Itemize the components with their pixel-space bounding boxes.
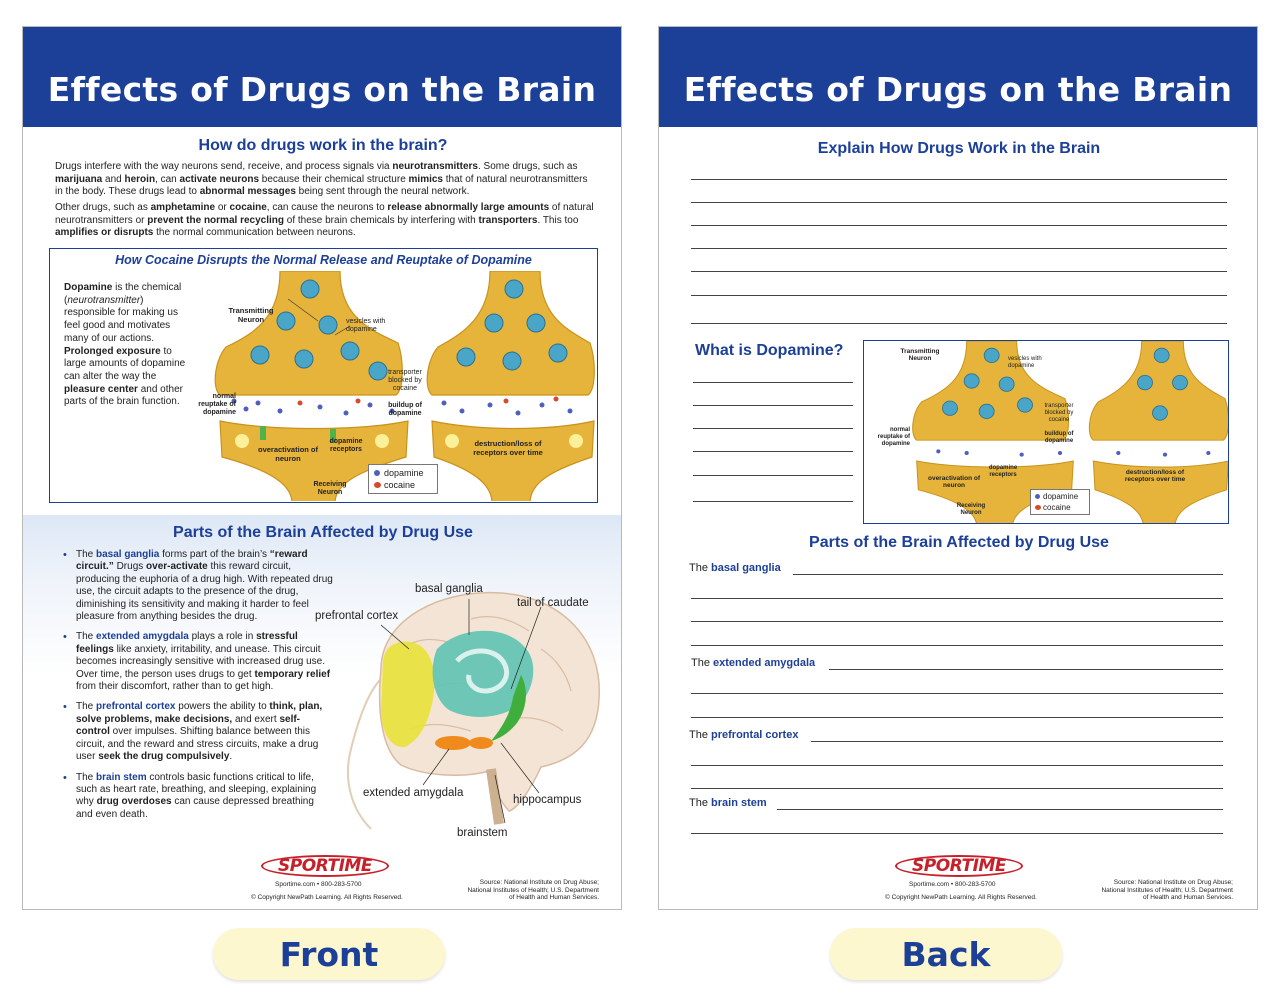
label-vesicles: vesicles with dopamine <box>346 318 386 333</box>
back-label-destruction: destruction/loss of receptors over time <box>1124 469 1186 483</box>
section-heading-parts: Parts of the Brain Affected by Drug Use <box>173 524 473 541</box>
label-extended-amygdala: extended amygdala <box>363 787 464 799</box>
dopamine-heading: What is Dopamine? <box>695 342 844 359</box>
logo-text: SPORTIME <box>278 856 372 876</box>
footer-contact: Sportime.com • 800-283-5700 <box>275 881 362 888</box>
legend-cocaine: cocaine <box>384 480 416 490</box>
back-label: Back <box>901 934 991 974</box>
bullet-basal-ganglia: • The basal ganglia forms part of the brain’s “reward circuit.” Drugs over-activate this reward circuit, producing the euphoria of a drug high. With repeated drug use, the circuit adapts to the presence of the drug, diminishing its sensitivity and making it harder to feel pleasure from anything besides the drug. <box>63 549 333 623</box>
dopamine-description: Dopamine is the chemical (neurotransmitter) responsible for making us feel good and motivates many of our actions. Prolonged exposure to large amounts of dopamine can alter the way the pleasure center and other parts of the brain function. <box>64 282 186 408</box>
dopamine-line[interactable] <box>693 475 853 476</box>
footer-copyright-back: © Copyright NewPath Learning. All Rights Reserved. <box>885 894 1037 901</box>
footer-source: Source: National Institute on Drug Abuse; National Institutes of Health; U.S. Department of Health and Human Services. <box>467 879 599 901</box>
back-label-transmitting: Transmitting Neuron <box>900 348 940 362</box>
diagram-legend <box>368 464 438 494</box>
page-title-back: Effects of Drugs on the Brain <box>683 70 1233 109</box>
section-heading-how: How do drugs work in the brain? <box>198 137 448 154</box>
item-basal-ganglia: The basal ganglia <box>689 562 781 574</box>
answer-line[interactable] <box>811 741 1223 742</box>
page-title: Effects of Drugs on the Brain <box>47 70 597 109</box>
intro-paragraph-1: Drugs interfere with the way neurons send, receive, and process signals via neurotransmitters. Some drugs, such as marijuana and heroin, can activate neurons because their chemical structure mimics that of natural neurotransmitters in the body. These drugs lead to abnormal messages being sent through the neural network. <box>55 161 588 198</box>
back-label-receptors: dopamine receptors <box>988 465 1018 478</box>
title-banner <box>23 27 621 127</box>
item-extended-amygdala: The extended amygdala <box>691 657 816 669</box>
explain-heading: Explain How Drugs Work in the Brain <box>817 140 1101 157</box>
dopamine-line[interactable] <box>693 428 853 429</box>
back-sheet <box>658 26 1258 910</box>
legend-dopamine: dopamine <box>384 468 424 478</box>
dopamine-line[interactable] <box>693 405 853 406</box>
dopamine-line[interactable] <box>693 451 853 452</box>
answer-line[interactable] <box>691 598 1223 599</box>
answer-line[interactable] <box>691 621 1223 622</box>
label-receiving-neuron: Receiving Neuron <box>313 481 347 496</box>
answer-line[interactable] <box>691 833 1223 834</box>
bullet-extended-amygdala: • The extended amygdala plays a role in stressful feelings like anxiety, irritability, and unease. This circuit becomes increasingly sensitive with increased drug use. Over time, the person uses drugs to get temporary relief from their discomfort, rather than to get high. <box>63 631 333 693</box>
label-reuptake: normal reuptake of dopamine <box>198 393 236 416</box>
sportime-logo-back <box>895 855 1025 877</box>
label-basal-ganglia: basal ganglia <box>415 583 483 595</box>
answer-line[interactable] <box>691 323 1227 324</box>
label-tail-of-caudate: tail of caudate <box>517 597 589 609</box>
cocaine-diagram-box <box>49 248 598 503</box>
back-label-overactivation: overactivation of neuron <box>927 475 980 489</box>
answer-line[interactable] <box>793 574 1223 575</box>
answer-line[interactable] <box>691 179 1227 180</box>
bullet-brain-stem: • The brain stem controls basic functions critical to life, such as heart rate, breathing, and sleeping, explaining why drug overdoses can cause depressed breathing and even death. <box>63 772 333 822</box>
answer-line[interactable] <box>691 788 1223 789</box>
label-destruction: destruction/loss of receptors over time <box>473 439 543 457</box>
logo-text-back: SPORTIME <box>912 856 1006 876</box>
label-buildup: buildup of dopamine <box>388 402 422 417</box>
back-label-buildup: buildup of dopamine <box>1044 431 1074 444</box>
answer-line[interactable] <box>777 809 1223 810</box>
back-label-vesicles: vesicles with dopamine <box>1008 356 1042 369</box>
back-label-pill[interactable] <box>830 928 1062 980</box>
dopamine-line[interactable] <box>693 501 853 502</box>
back-synapse-diagram <box>863 340 1229 524</box>
item-prefrontal-cortex: The prefrontal cortex <box>689 729 799 741</box>
footer-copyright: © Copyright NewPath Learning. All Rights Reserved. <box>251 894 403 901</box>
label-transporter: transporter blocked by cocaine <box>388 369 422 392</box>
label-overactivation: overactivation of neuron <box>258 445 319 463</box>
footer-source-back: Source: National Institute on Drug Abuse; National Institutes of Health; U.S. Department of Health and Human Services. <box>1101 879 1233 901</box>
label-prefrontal-cortex: prefrontal cortex <box>315 610 399 622</box>
back-diagram-legend: dopamine cocaine <box>1030 489 1090 515</box>
front-label-pill[interactable] <box>213 928 445 980</box>
label-brainstem: brainstem <box>457 827 508 839</box>
label-transmitting-neuron: Transmitting Neuron <box>228 306 274 324</box>
answer-line[interactable] <box>691 202 1227 203</box>
diagram-title: How Cocaine Disrupts the Normal Release and Reuptake of Dopamine <box>115 253 532 267</box>
back-label-receiving: Receiving Neuron <box>956 503 986 516</box>
answer-line[interactable] <box>691 248 1227 249</box>
answer-line[interactable] <box>691 645 1223 646</box>
footer-contact-back: Sportime.com • 800-283-5700 <box>909 881 996 888</box>
label-receptors: dopamine receptors <box>329 438 363 453</box>
sportime-logo <box>261 855 391 877</box>
answer-line[interactable] <box>691 717 1223 718</box>
answer-line[interactable] <box>691 693 1223 694</box>
answer-line[interactable] <box>691 765 1223 766</box>
answer-line[interactable] <box>829 669 1223 670</box>
brain-parts-list <box>63 549 333 829</box>
label-hippocampus: hippocampus <box>513 794 582 806</box>
dopamine-line[interactable] <box>693 382 853 383</box>
title-banner-back <box>659 27 1257 127</box>
answer-line[interactable] <box>691 295 1227 296</box>
back-label-reuptake: normal reuptake of dopamine <box>877 427 910 447</box>
parts-heading-back: Parts of the Brain Affected by Drug Use <box>809 534 1109 551</box>
back-label-transporter: transporter blocked by cocaine <box>1044 403 1074 423</box>
synapse-2 <box>427 271 594 501</box>
intro-paragraph-2: Other drugs, such as amphetamine or cocaine, can cause the neurons to release abnormally large amounts of natural neurotransmitters or prevent the normal recycling of these brain chemicals by interfering with transporters. This too amplifies or disrupts the normal communication between neurons. <box>55 202 594 239</box>
bullet-prefrontal-cortex: • The prefrontal cortex powers the ability to think, plan, solve problems, make decisions, and exert self-control over impulses. Shifting balance between this circuit, and the reward and stress circuits, make a drug user seek the drug compulsively. <box>63 701 333 763</box>
front-label: Front <box>279 934 379 974</box>
front-sheet <box>22 26 622 910</box>
brain-illustration <box>341 579 611 869</box>
answer-line[interactable] <box>691 225 1227 226</box>
answer-line[interactable] <box>691 271 1227 272</box>
item-brain-stem: The brain stem <box>689 797 767 809</box>
